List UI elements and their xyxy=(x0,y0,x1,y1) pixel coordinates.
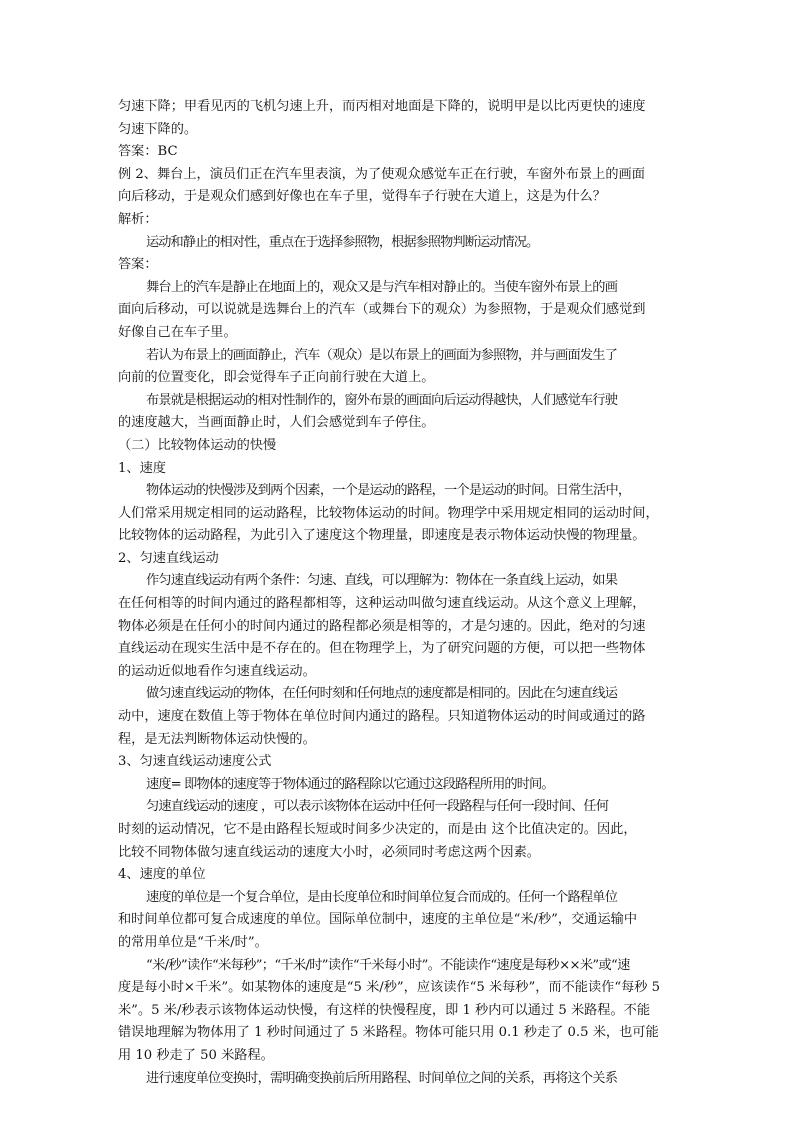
text-line: 错误地理解为物体用了 1 秒时间通过了 5 米路程。物体可能只用 0.1 秒走了 0.5 米，也可能 xyxy=(118,1025,659,1041)
text-line: 度是每小时×千米”。如某物体的速度是“5 米/秒”，应该读作“5 米每秒”，而不能读作“每秒 5 xyxy=(118,980,661,996)
document-page xyxy=(118,96,678,1090)
text-line: 向后移动，于是观众们感到好像也在车子里，觉得车子行驶在大道上，这是为什么？ xyxy=(118,189,606,205)
text-line: 布景就是根据运动的相对性制作的，窗外布景的画面向后运动得越快，人们感觉车行驶 xyxy=(146,392,618,408)
text-line: 匀速下降；甲看见丙的飞机匀速上升，而丙相对地面是下降的，说明甲是以比丙更快的速度 xyxy=(118,99,646,114)
text-line: 答案：BC xyxy=(118,144,178,160)
text-line: 比较物体的运动路程，为此引入了速度这个物理量，即速度是表示物体运动快慢的物理量。 xyxy=(118,528,646,544)
text-line: 舞台上的汽车是静止在地面上的，观众又是与汽车相对静止的。当使车窗外布景上的画 xyxy=(146,279,618,295)
text-line: 1、速度 xyxy=(118,460,166,476)
text-line: 向前的位置变化，即会觉得车子正向前行驶在大道上。 xyxy=(118,370,435,386)
text-line: 的速度越大，当画面静止时，人们会感觉到车子停住。 xyxy=(118,415,435,431)
text-line: 做匀速直线运动的物体，在任何时刻和任何地点的速度都是相同的。因此在匀速直线运 xyxy=(146,686,618,702)
text-line: “米/秒”读作“米每秒”；“千米/时”读作“千米每小时”。不能读作“速度是每秒××米”或“速 xyxy=(146,957,630,973)
text-line: 动中，速度在数值上等于物体在单位时间内通过的路程。只知道物体运动的时间或通过的路 xyxy=(118,709,646,725)
text-line: 和时间单位都可复合成速度的单位。国际单位制中，速度的主单位是“米/秒”，交通运输中 xyxy=(118,912,638,928)
text-line: 程，是无法判断物体运动快慢的。 xyxy=(118,731,316,747)
text-line: 的运动近似地看作匀速直线运动。 xyxy=(118,663,316,679)
text-line: 物体必须是在任何小的时间内通过的路程都必须是相等的，才是匀速的。因此，绝对的匀速 xyxy=(118,618,646,634)
text-line: 米”。5 米/秒表示该物体运动快慢，有这样的快慢程度，即 1 秒内可以通过 5 米路程。不能 xyxy=(118,1002,651,1018)
text-line: 直线运动在现实生活中是不存在的。但在物理学上，为了研究问题的方便，可以把一些物体 xyxy=(118,641,646,657)
text-line: 运动和静止的相对性，重点在于选择参照物，根据参照物判断运动情况。 xyxy=(146,234,539,250)
text-line: 3、匀速直线运动速度公式 xyxy=(118,754,272,770)
text-line: 比较不同物体做匀速直线运动的速度大小时，必须同时考虑这两个因素。 xyxy=(118,844,540,860)
text-line: 若认为布景上的画面静止，汽车（观众）是以布景上的画面为参照物，并与画面发生了 xyxy=(146,347,618,363)
text-line: 4、速度的单位 xyxy=(118,867,206,883)
text-line: 在任何相等的时间内通过的路程都相等，这种运动叫做匀速直线运动。从这个意义上理解， xyxy=(118,596,646,612)
text-line: 物体运动的快慢涉及到两个因素，一个是运动的路程，一个是运动的时间。日常生活中， xyxy=(146,483,631,499)
text-line: 2、匀速直线运动 xyxy=(118,550,219,566)
text-line: 匀速下降的。 xyxy=(118,121,198,137)
text-line: 例 2、舞台上，演员们正在汽车里表演，为了使观众感觉车正在行驶，车窗外布景上的画面 xyxy=(118,166,645,182)
text-line: 速度= 即物体的速度等于物体通过的路程除以它通过这段路程所用的时间。 xyxy=(146,776,554,792)
text-line: 好像自己在车子里。 xyxy=(118,324,237,340)
text-line: 作匀速直线运动有两个条件：匀速、直线，可以理解为：物体在一条直线上运动，如果 xyxy=(146,573,618,589)
text-line: 人们常采用规定相同的运动路程，比较物体运动的时间。物理学中采用规定相同的运动时间， xyxy=(118,505,659,521)
text-line: 的常用单位是“千米/时”。 xyxy=(118,934,268,950)
text-line: 面向后移动，可以说就是选舞台上的汽车（或舞台下的观众）为参照物，于是观众们感觉到 xyxy=(118,302,646,318)
text-line: 时刻的运动情况，它不是由路程长短或时间多少决定的，而是由 这个比值决定的。因此， xyxy=(118,822,637,837)
text-line: 解析： xyxy=(118,211,158,227)
text-line: 速度的单位是一个复合单位，是由长度单位和时间单位复合而成的。任何一个路程单位 xyxy=(146,889,618,905)
text-line: 答案： xyxy=(118,257,158,273)
text-line: （二）比较物体运动的快慢 xyxy=(118,437,277,453)
text-line: 用 10 秒走了 50 米路程。 xyxy=(118,1047,274,1063)
text-line: 进行速度单位变换时，需明确变换前后所用路程、时间单位之间的关系，再将这个关系 xyxy=(146,1070,618,1086)
text-line: 匀速直线运动的速度 ，可以表示该物体在运动中任何一段路程与任何一段时间、任何 xyxy=(146,799,609,815)
